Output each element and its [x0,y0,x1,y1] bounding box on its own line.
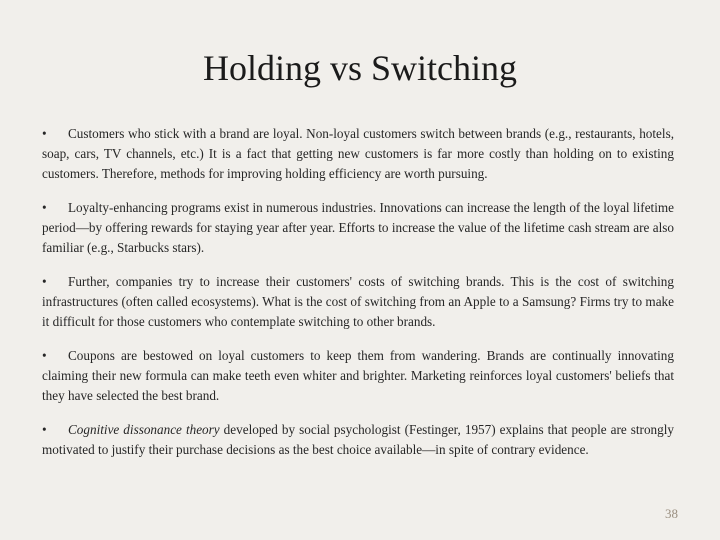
paragraph-loyal-customers [42,124,674,184]
paragraph-text: Customers who stick with a brand are loyal. Non-loyal customers switch between brands (e.g., restaurants, hotels, soap, cars, TV channels, etc.) It is a fact that getting new customers is far more costly than holding on to existing customers. Therefore, methods for improving holding efficiency are worth pursuing. [42,126,674,181]
page-number: 38 [665,506,678,521]
paragraph-cognitive-dissonance [42,420,674,460]
slide-content [42,124,674,474]
paragraph-text: developed by social psychologist (Festinger, 1957) explains that people are strongly motivated to justify their purchase decisions as the best choice available—in spite of contrary evidence. [42,422,674,457]
theory-term: Cognitive dissonance theory [68,422,220,437]
bullet-icon: • [42,348,47,363]
bullet-icon: • [42,126,47,141]
paragraph-text: Further, companies try to increase their customers' costs of switching brands. This is the cost of switching infrastructures (often called ecosystems). What is the cost of switching from an Apple to a Samsung? Firms try to make it difficult for those customers who contemplate switching to other brands. [42,274,674,329]
paragraph-text: Loyalty-enhancing programs exist in numerous industries. Innovations can increase the length of the loyal lifetime period—by offering rewards for staying year after year. Efforts to increase the value of the lifetime cash stream are also familiar (e.g., Starbucks stars). [42,200,674,255]
paragraph-coupons [42,346,674,406]
paragraph-switching-costs [42,272,674,332]
bullet-icon: • [42,274,47,289]
paragraph-text: Coupons are bestowed on loyal customers to keep them from wandering. Brands are continually innovating claiming their new formula can make teeth even whiter and brighter. Marketing reinforces loyal customers' beliefs that they have selected the best brand. [42,348,674,403]
bullet-icon: • [42,422,47,437]
bullet-icon: • [42,200,47,215]
paragraph-loyalty-programs [42,198,674,258]
slide-title: Holding vs Switching [202,48,517,88]
